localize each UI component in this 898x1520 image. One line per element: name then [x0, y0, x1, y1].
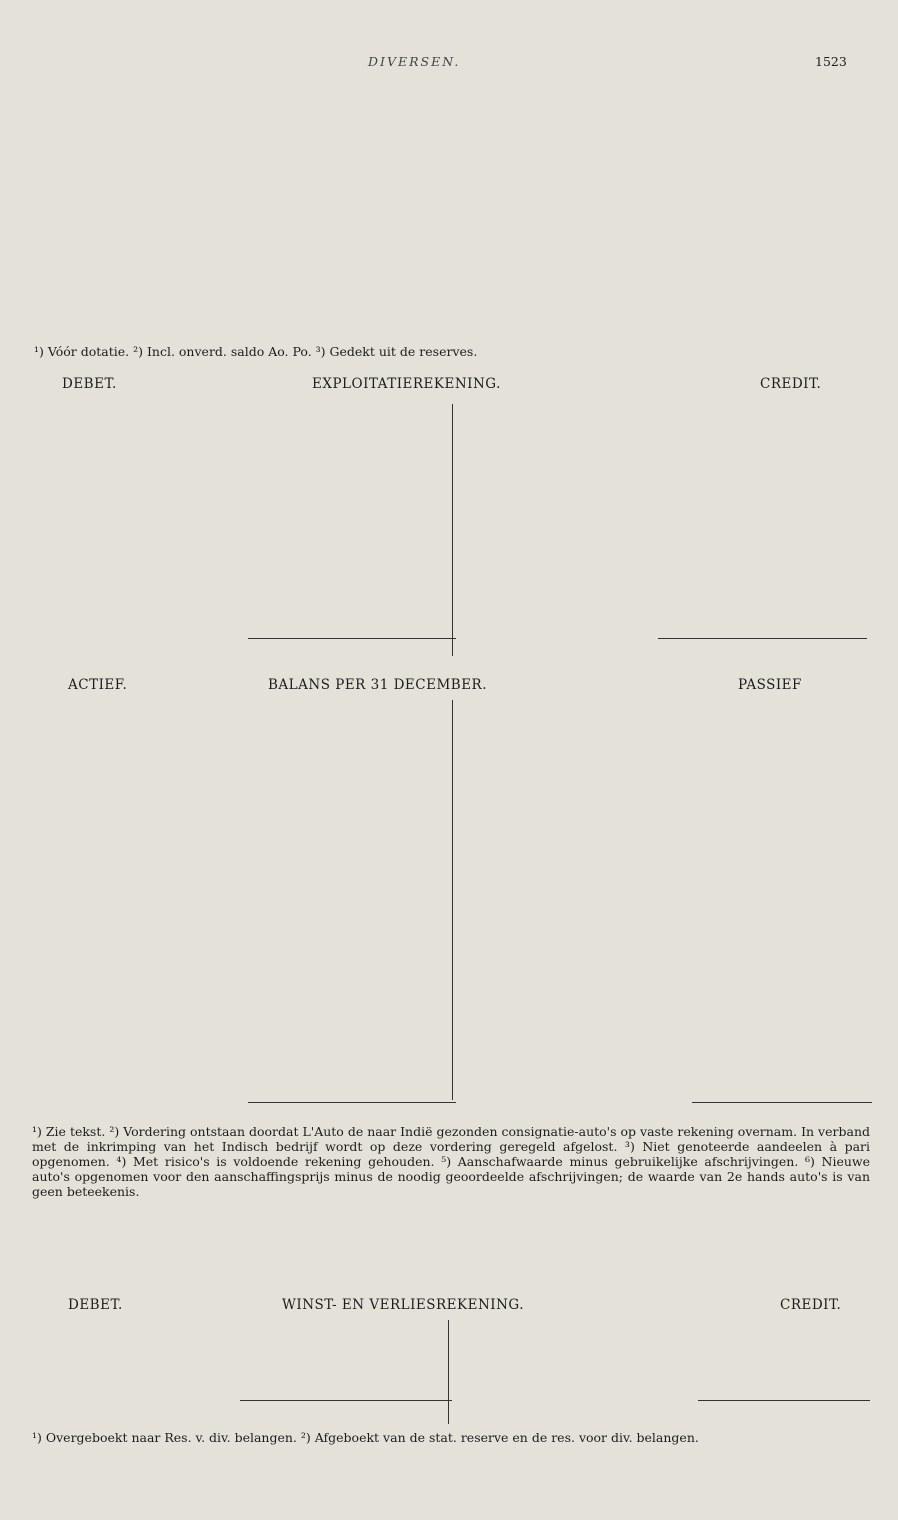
winst-notes: ¹) Overgeboekt naar Res. v. div. belangen. ²) Afgeboekt van de stat. reserve en de res. voor div. belangen.	[32, 1430, 699, 1445]
total-rule	[248, 638, 456, 639]
total-rule	[248, 1102, 456, 1103]
winst-debit-title: DEBET.	[68, 1297, 123, 1313]
total-rule	[658, 638, 867, 639]
passief-title: PASSIEF	[738, 677, 802, 693]
total-rule	[692, 1102, 872, 1103]
exploitatie-debit-title: DEBET.	[62, 376, 117, 392]
exploitatie-credit-title: CREDIT.	[760, 376, 822, 392]
column-divider	[448, 1320, 449, 1424]
column-divider	[452, 700, 453, 1100]
page-title: DIVERSEN.	[368, 54, 461, 69]
winst-title: WINST- EN VERLIESREKENING.	[282, 1297, 525, 1313]
total-rule	[698, 1400, 870, 1401]
column-divider	[452, 404, 453, 656]
actief-title: ACTIEF.	[68, 677, 128, 693]
exploitatie-title: EXPLOITATIEREKENING.	[312, 376, 501, 392]
winst-credit-title: CREDIT.	[780, 1297, 842, 1313]
balans-title: BALANS PER 31 DECEMBER.	[268, 677, 488, 693]
page-number: 1523	[815, 54, 847, 69]
total-rule	[240, 1400, 452, 1401]
balans-notes: ¹) Zie tekst. ²) Vordering ontstaan doordat L'Auto de naar Indië gezonden consignatie-auto's op vaste rekening overnam. In verband met de inkrimping van het Indisch bedrijf wordt op deze vordering geregeld afgelost. ³) Niet genoteerde aandeelen à pari opgenomen. ⁴) Met risico's is voldoende rekening gehouden. ⁵) Aanschafwaarde minus gebruikelijke afschrijvingen. ⁶) Nieuwe auto's opgenomen voor den aanschaffingsprijs minus de noodig geoordeelde afschrijvingen; de waarde van 2e hands auto's is van geen beteekenis.	[32, 1124, 870, 1199]
stats-footnote: ¹) Vóór dotatie. ²) Incl. onverd. saldo Ao. Po. ³) Gedekt uit de reserves.	[34, 344, 478, 359]
